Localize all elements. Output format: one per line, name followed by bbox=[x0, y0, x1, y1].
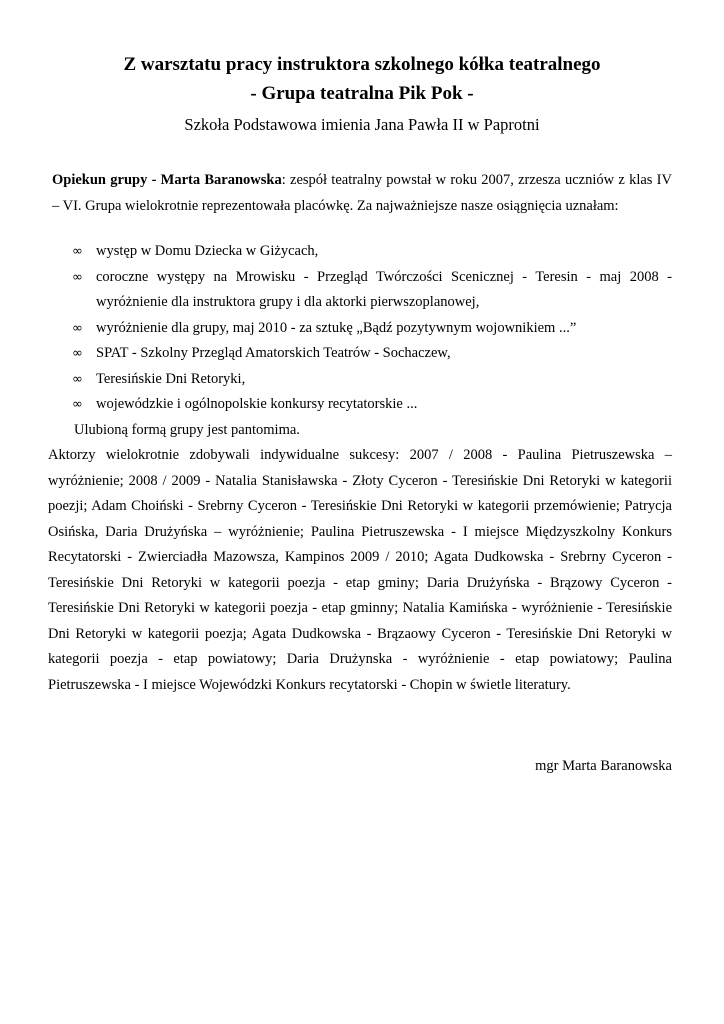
list-item bbox=[52, 392, 672, 418]
list-item-text: SPAT - Szkolny Przegląd Amatorskich Teatrów - Sochaczew, bbox=[96, 345, 451, 361]
individual-successes-paragraph: Aktorzy wielokrotnie zdobywali indywidualne sukcesy: 2007 / 2008 - Paulina Pietruszewska – wyróżnienie; 2008 / 2009 - Natalia Stanisławska - Złoty Cyceron - Teresińskie Dni Retoryki w kategorii poezji; Adam Choiński - Srebrny Cyceron - Teresińskie Dni Retoryki w kategorii przemówienie; Patrycja Osińska, Daria Drużyńska – wyróżnienie; Paulina Pietruszewska - I miejsce Międzyszkolny Konkurs Recytatorski - Zwierciadła Mazowsza, Kampinos 2009 / 2010; Agata Dudkowska - Srebrny Cyceron - Teresińskie Dni Retoryki w kategorii poezja - etap gminy; Daria Drużyńska - Brązowy Cyceron - Teresińskie Dni Retoryki w kategorii poezja - etap gminny; Natalia Kamińska - wyróżnienie - Teresińskie Dni Retoryki w kategorii poezja; Agata Dudkowska - Brązaowy Cyceron - Teresińskie Dni Retoryki w kategorii poezja - etap powiatowy; Daria Drużynska - wyróżnienie - etap powiatowy; Paulina Pietruszewska - I miejsce Wojewódzki Konkurs recytatorski - Chopin w świetle literatury. bbox=[48, 447, 672, 693]
infinity-bullet-icon: ∞ bbox=[72, 320, 83, 336]
list-item bbox=[52, 239, 672, 265]
infinity-bullet-icon: ∞ bbox=[72, 346, 83, 361]
infinity-bullet-icon: ∞ bbox=[72, 269, 83, 285]
infinity-bullet-icon: ∞ bbox=[72, 371, 83, 387]
infinity-bullet-icon: ∞ bbox=[72, 244, 83, 259]
list-item-text: Teresińskie Dni Retoryki, bbox=[96, 370, 246, 387]
list-item-text: coroczne występy na Mrowisku - Przegląd Twórczości Scenicznej - Teresin - maj 2008 - wyróżnienie dla instruktora grupy i dla aktorki pierwszoplanowej, bbox=[96, 268, 672, 310]
list-item bbox=[52, 316, 672, 342]
intro-text: : zespół teatralny powstał w roku 2007, zrzesza uczniów z klas IV – VI. Grupa wielokrotnie reprezentowała placówkę. Za najważniejsze nasze osiągnięcia uznałam: bbox=[52, 172, 672, 214]
school-name: Szkoła Podstawowa imienia Jana Pawła II w Paprotni bbox=[184, 115, 540, 134]
intro-paragraph bbox=[52, 168, 672, 219]
list-item-text: wyróżnienie dla grupy, maj 2010 - za sztukę „Bądź pozytywnym wojownikiem ...” bbox=[96, 319, 577, 336]
list-item-text: występ w Domu Dziecka w Giżycach, bbox=[96, 243, 319, 259]
list-item bbox=[52, 367, 672, 393]
achievements-list bbox=[52, 239, 672, 418]
list-item bbox=[52, 341, 672, 367]
document-title-line-2: - Grupa teatralna Pik Pok - bbox=[250, 83, 474, 104]
infinity-bullet-icon: ∞ bbox=[72, 397, 83, 412]
document-page bbox=[48, 50, 672, 774]
signature: mgr Marta Baranowska bbox=[535, 758, 672, 774]
group-leader-label: Opiekun grupy - Marta Baranowska bbox=[52, 172, 282, 188]
document-title-line-1: Z warsztatu pracy instruktora szkolnego kółka teatralnego bbox=[123, 54, 601, 75]
list-item bbox=[52, 265, 672, 316]
favorite-form-line: Ulubioną formą grupy jest pantomima. bbox=[74, 421, 300, 438]
list-item-text: wojewódzkie i ogólnopolskie konkursy recytatorskie ... bbox=[96, 396, 418, 412]
